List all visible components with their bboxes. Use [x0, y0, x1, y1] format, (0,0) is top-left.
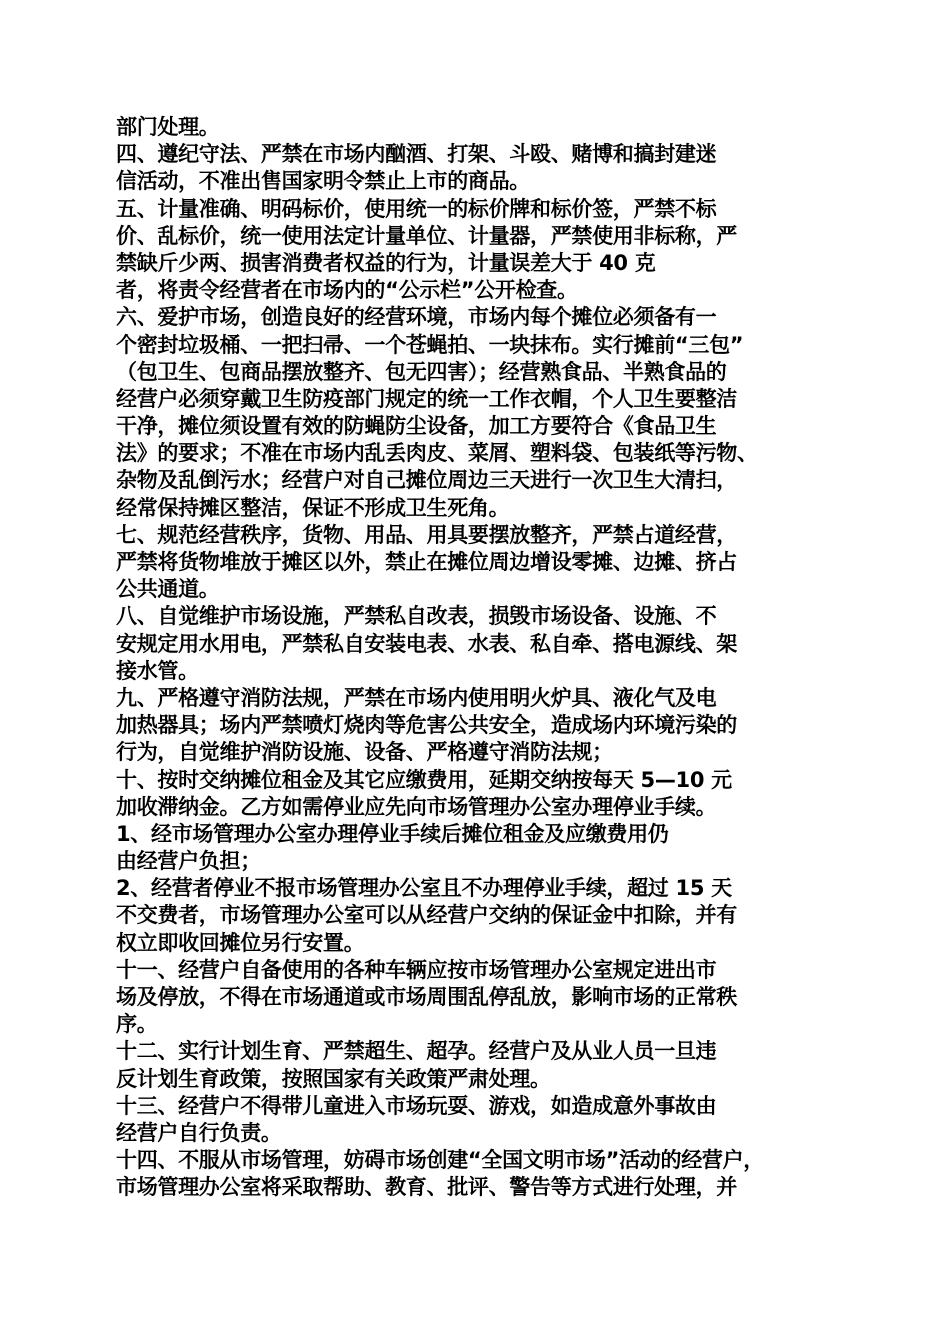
text-line: 反计划生育政策，按照国家有关政策严肃处理。	[116, 1066, 551, 1091]
text-line: 序。	[116, 1012, 158, 1037]
text-line: 行为，自觉维护消防设施、设备、严格遵守消防法规；	[116, 740, 613, 765]
text-line: 1、经市场管理办公室办理停业手续后摊位租金及应缴费用仍	[116, 821, 669, 846]
text-line: 八、自觉维护市场设施，严禁私自改表，损毁市场设备、设施、不	[116, 604, 717, 629]
text-line: 十四、不服从市场管理，妨碍市场创建“全国文明市场”活动的经营户，	[116, 1148, 765, 1173]
text-line: 者，将责令经营者在市场内的“公示栏”公开检查。	[116, 278, 578, 303]
text-line: 经常保持摊区整洁，保证不形成卫生死角。	[116, 495, 510, 520]
text-line: 十三、经营户不得带儿童进入市场玩耍、游戏，如造成意外事故由	[116, 1093, 717, 1118]
text-line: 十一、经营户自备使用的各种车辆应按市场管理办公室规定进出市	[116, 957, 717, 982]
text-line: 杂物及乱倒污水；经营户对自己摊位周边三天进行一次卫生大清扫，	[116, 468, 737, 493]
text-line: 由经营户负担；	[116, 849, 261, 874]
text-line: 加热器具；场内严禁喷灯烧肉等危害公共安全，造成场内环境污染的	[116, 713, 737, 738]
text-line: 公共通道。	[116, 577, 220, 602]
text-line: 接水管。	[116, 658, 199, 683]
text-line: 十、按时交纳摊位租金及其它应缴费用，延期交纳按每天 5—10 元	[116, 767, 732, 792]
text-line: 经营户自行负责。	[116, 1120, 282, 1145]
text-line: 经营户必须穿戴卫生防疫部门规定的统一工作衣帽，个人卫生要整洁	[116, 386, 737, 411]
document-body	[116, 114, 846, 1202]
text-line: 2、经营者停业不报市场管理办公室且不办理停业手续，超过 15 天	[116, 876, 732, 901]
text-line: 四、遵纪守法、严禁在市场内酗酒、打架、斗殴、赌博和搞封建迷	[116, 142, 717, 167]
text-line: 信活动，不准出售国家明令禁止上市的商品。	[116, 169, 530, 194]
text-line: 十二、实行计划生育、严禁超生、超孕。经营户及从业人员一旦违	[116, 1039, 717, 1064]
text-line: 安规定用水用电，严禁私自安装电表、水表、私自牵、搭电源线、架	[116, 631, 737, 656]
text-line: 价、乱标价，统一使用法定计量单位、计量器，严禁使用非标称，严	[116, 223, 737, 248]
text-line: 严禁将货物堆放于摊区以外，禁止在摊位周边增设零摊、边摊、挤占	[116, 550, 737, 574]
text-line: 六、爱护市场，创造良好的经营环境，市场内每个摊位必须备有一	[116, 305, 717, 330]
text-line: 不交费者，市场管理办公室可以从经营户交纳的保证金中扣除，并有	[116, 903, 737, 928]
text-line: 权立即收回摊位另行安置。	[116, 930, 365, 955]
text-line: 禁缺斤少两、损害消费者权益的行为，计量误差大于 40 克	[116, 250, 656, 275]
text-line: 场及停放，不得在市场通道或市场周围乱停乱放，影响市场的正常秩	[116, 985, 737, 1009]
text-line: 市场管理办公室将采取帮助、教育、批评、警告等方式进行处理，并	[116, 1175, 737, 1200]
text-line: 干净，摊位须设置有效的防蝇防尘设备，加工方要符合《食品卫生	[116, 414, 717, 439]
text-line: 部门处理。	[116, 115, 220, 139]
text-line: 加收滞纳金。乙方如需停业应先向市场管理办公室办理停业手续。	[116, 794, 717, 819]
text-line: 五、计量准确、明码标价，使用统一的标价牌和标价签，严禁不标	[116, 196, 717, 221]
text-line: 七、规范经营秩序，货物、用品、用具要摆放整齐，严禁占道经营，	[116, 522, 737, 547]
text-line: （包卫生、包商品摆放整齐、包无四害）；经营熟食品、半熟食品的	[116, 359, 727, 384]
text-line: 法》的要求；不准在市场内乱丢肉皮、菜屑、塑料袋、包装纸等污物、	[116, 441, 758, 466]
text-line: 个密封垃圾桶、一把扫帚、一个苍蝇拍、一块抹布。实行摊前“三包”	[116, 332, 744, 357]
text-line: 九、严格遵守消防法规，严禁在市场内使用明火炉具、液化气及电	[116, 685, 717, 710]
